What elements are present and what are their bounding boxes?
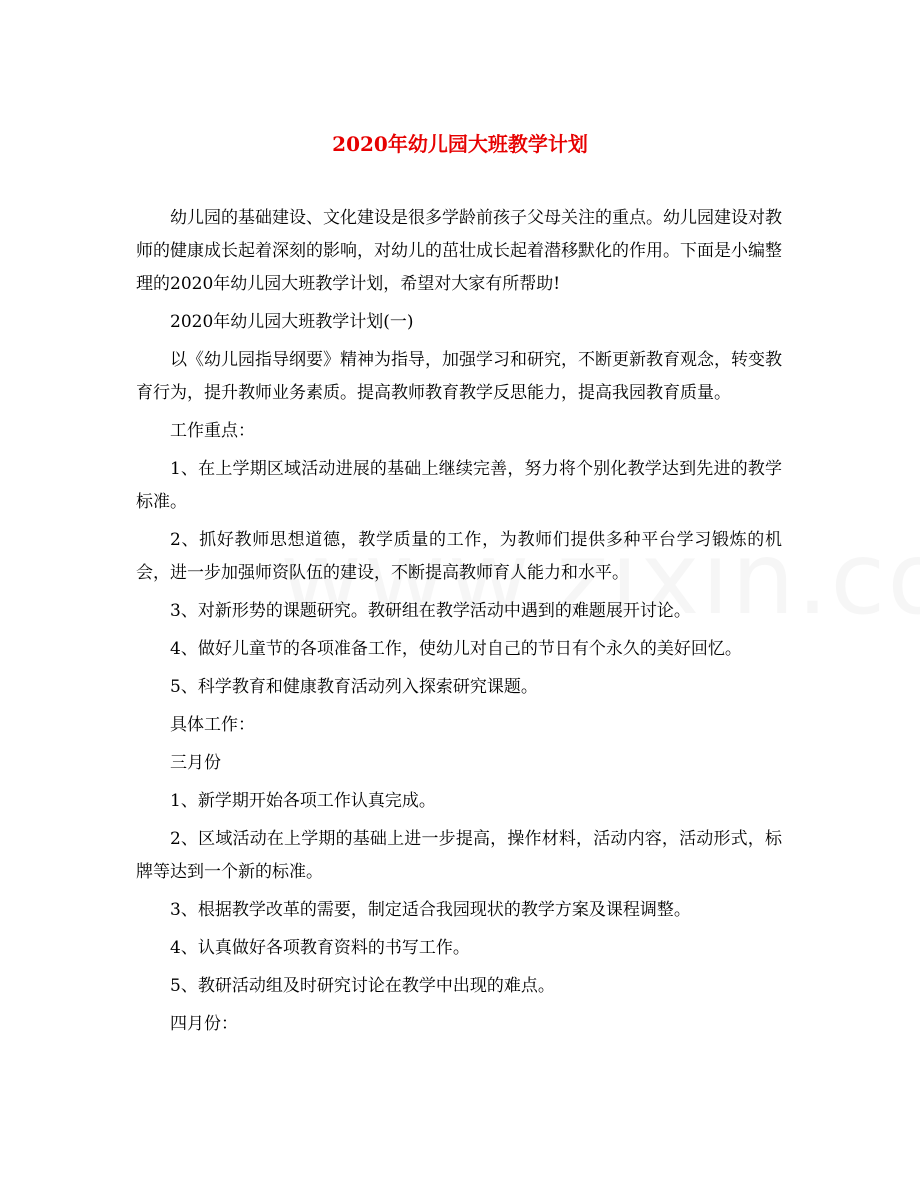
work-focus-item: 2、抓好教师思想道德，教学质量的工作，为教师们提供多种平台学习锻炼的机会，进一步加强师资队伍的建设，不断提高教师育人能力和水平。 bbox=[136, 530, 782, 583]
work-focus-item: 5、科学教育和健康教育活动列入探索研究课题。 bbox=[170, 677, 538, 697]
specific-work-heading: 具体工作： bbox=[170, 715, 255, 735]
march-item: 1、新学期开始各项工作认真完成。 bbox=[170, 791, 436, 811]
march-item: 4、认真做好各项教育资料的书写工作。 bbox=[170, 938, 470, 958]
work-focus-heading: 工作重点： bbox=[170, 421, 255, 441]
document-body bbox=[136, 202, 782, 1046]
document-title: 2020年幼儿园大班教学计划 bbox=[332, 132, 588, 156]
march-item: 3、根据教学改革的需要，制定适合我园现状的教学方案及课程调整。 bbox=[170, 900, 691, 920]
march-item: 2、区域活动在上学期的基础上进一步提高，操作材料，活动内容，活动形式，标牌等达到一个新的标准。 bbox=[136, 829, 782, 882]
march-item: 5、教研活动组及时研究讨论在教学中出现的难点。 bbox=[170, 976, 555, 996]
work-focus-item: 1、在上学期区域活动进展的基础上继续完善，努力将个别化教学达到先进的教学标准。 bbox=[136, 459, 782, 512]
intro-paragraph: 幼儿园的基础建设、文化建设是很多学龄前孩子父母关注的重点。幼儿园建设对教师的健康成长起着深刻的影响，对幼儿的茁壮成长起着潜移默化的作用。下面是小编整理的2020年幼儿园大班教学计划，希望对大家有所帮助! bbox=[136, 208, 782, 294]
section-heading-plan-1: 2020年幼儿园大班教学计划(一) bbox=[170, 312, 414, 332]
work-focus-item: 3、对新形势的课题研究。教研组在教学活动中遇到的难题展开讨论。 bbox=[170, 601, 691, 621]
month-heading-march: 三月份 bbox=[170, 753, 221, 773]
month-heading-april: 四月份： bbox=[170, 1014, 238, 1034]
plan-guideline-paragraph: 以《幼儿园指导纲要》精神为指导，加强学习和研究，不断更新教育观念，转变教育行为，提升教师业务素质。提高教师教育教学反思能力，提高我园教育质量。 bbox=[136, 350, 782, 403]
work-focus-item: 4、做好儿童节的各项准备工作，使幼儿对自己的节日有个永久的美好回忆。 bbox=[170, 639, 742, 659]
